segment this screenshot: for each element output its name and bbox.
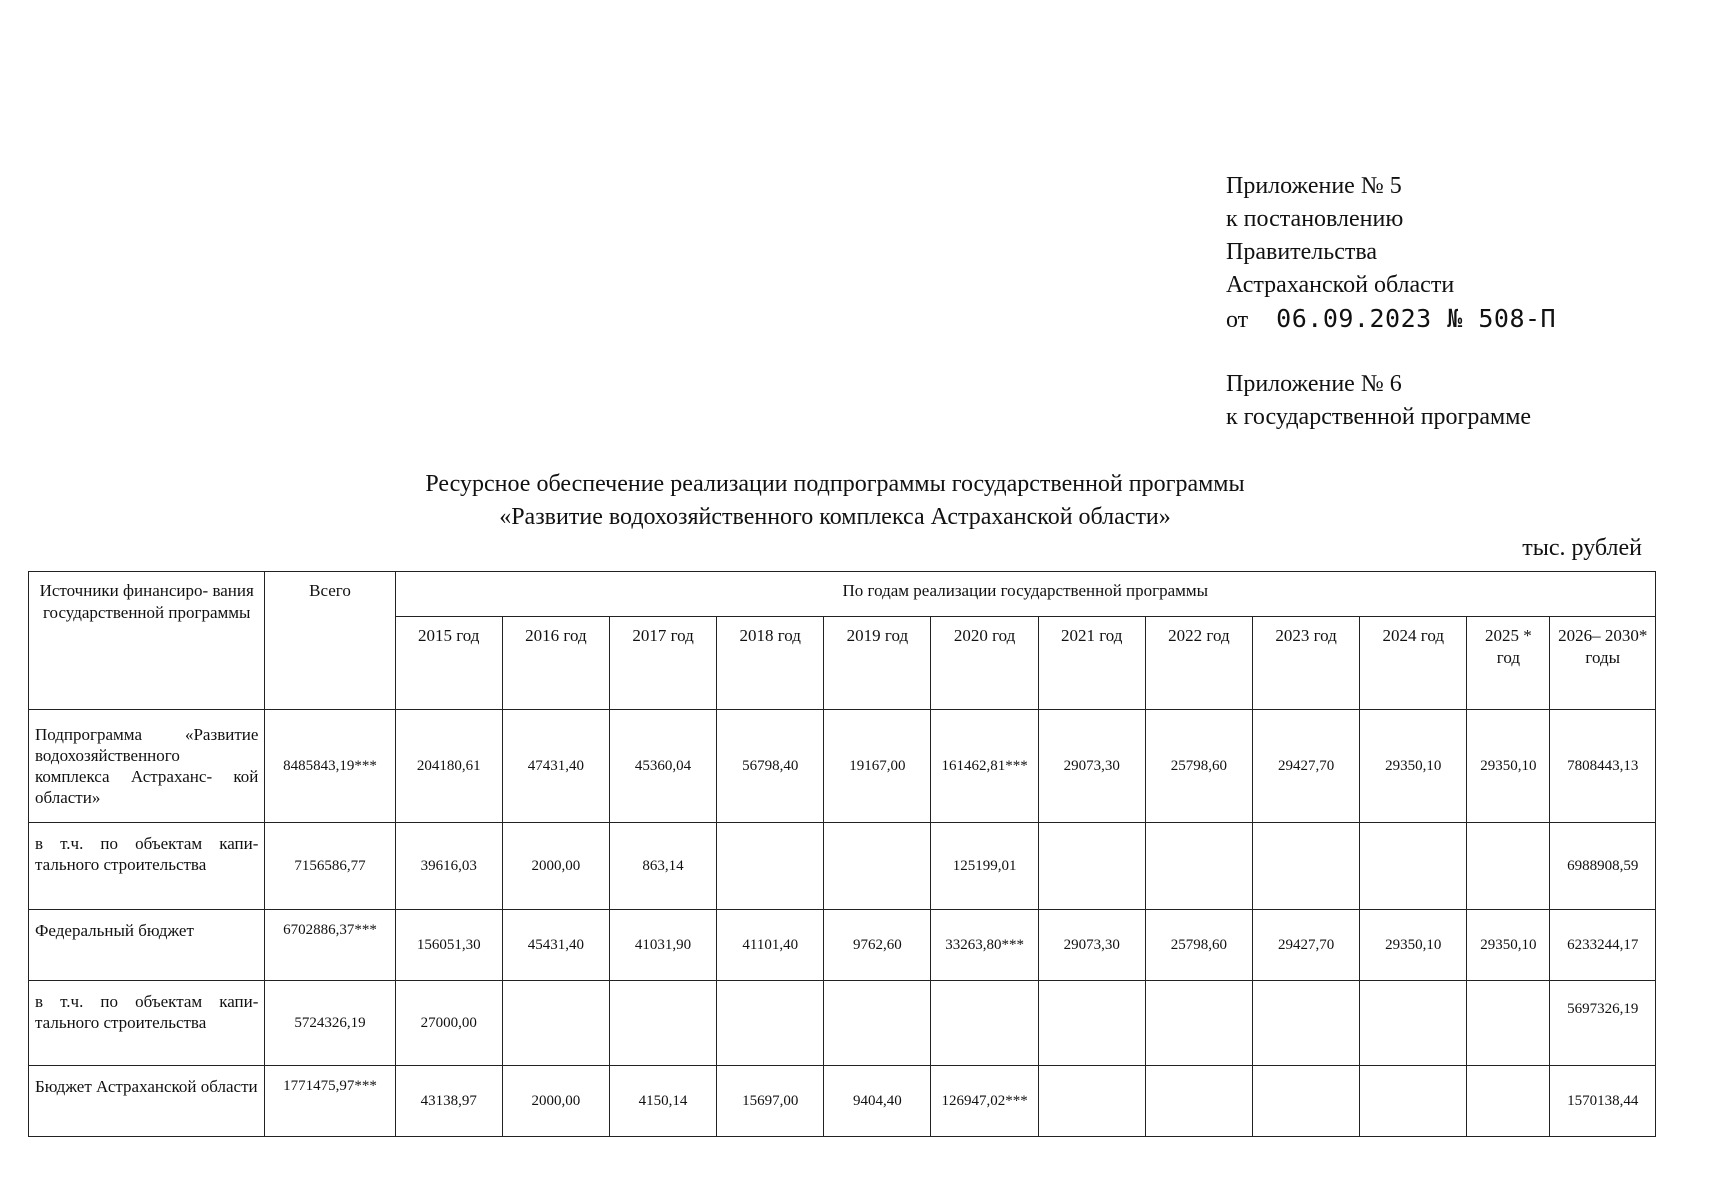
region-label: Астраханской области bbox=[1226, 272, 1455, 298]
header-year: 2017 год bbox=[609, 617, 716, 710]
table-row bbox=[29, 823, 1656, 910]
table-cell: 156051,30 bbox=[395, 910, 502, 981]
table-cell: 29427,70 bbox=[1253, 910, 1360, 981]
table-cell: 29427,70 bbox=[1253, 710, 1360, 823]
table-cell: 29350,10 bbox=[1360, 910, 1467, 981]
header-year: 2015 год bbox=[395, 617, 502, 710]
table-cell bbox=[1360, 981, 1467, 1066]
table-cell: 1570138,44 bbox=[1550, 1066, 1656, 1137]
table-cell: 125199,01 bbox=[931, 823, 1038, 910]
row-label: Подпрограмма «Развитие водохозяйственного комплекса Астраханс- кой области» bbox=[29, 710, 265, 823]
table-cell: 33263,80*** bbox=[931, 910, 1038, 981]
table-cell: 126947,02*** bbox=[931, 1066, 1038, 1137]
table-cell bbox=[1253, 823, 1360, 910]
table-cell: 7808443,13 bbox=[1550, 710, 1656, 823]
appendix-5-label: Приложение № 5 bbox=[1226, 173, 1402, 199]
table-cell: 29350,10 bbox=[1360, 710, 1467, 823]
government-label: Правительства bbox=[1226, 239, 1378, 265]
header-year: 2023 год bbox=[1253, 617, 1360, 710]
row-label: в т.ч. по объектам капи- тального строительства bbox=[29, 823, 265, 910]
table-cell bbox=[1467, 1066, 1550, 1137]
table-cell: 161462,81*** bbox=[931, 710, 1038, 823]
resolution-date-line bbox=[1226, 302, 1556, 337]
table-cell bbox=[1467, 823, 1550, 910]
header-sources: Источники финансиро- вания государственной программы bbox=[29, 572, 265, 710]
table-row bbox=[29, 1066, 1656, 1137]
table-cell bbox=[1253, 981, 1360, 1066]
table-cell bbox=[502, 981, 609, 1066]
unit-label: тыс. рублей bbox=[1522, 535, 1642, 561]
table-cell bbox=[1360, 1066, 1467, 1137]
table-cell bbox=[1467, 981, 1550, 1066]
header-year: 2025 * год bbox=[1467, 617, 1550, 710]
table-cell bbox=[717, 981, 824, 1066]
table-cell: 863,14 bbox=[609, 823, 716, 910]
table-cell: 5697326,19 bbox=[1550, 981, 1656, 1066]
header-year: 2018 год bbox=[717, 617, 824, 710]
table-cell bbox=[1145, 981, 1252, 1066]
table-row bbox=[29, 710, 1656, 823]
table-cell: 47431,40 bbox=[502, 710, 609, 823]
table-cell: 25798,60 bbox=[1145, 910, 1252, 981]
row-label: Федеральный бюджет bbox=[29, 910, 265, 981]
row-total: 1771475,97*** bbox=[265, 1066, 395, 1137]
header-year: 2021 год bbox=[1038, 617, 1145, 710]
table-cell: 9404,40 bbox=[824, 1066, 931, 1137]
to-program-label: к государственной программе bbox=[1226, 404, 1532, 430]
row-total: 6702886,37*** bbox=[265, 910, 395, 981]
table-cell bbox=[1360, 823, 1467, 910]
table-cell bbox=[1038, 981, 1145, 1066]
table-row bbox=[29, 981, 1656, 1066]
table-cell: 6988908,59 bbox=[1550, 823, 1656, 910]
table-cell: 29073,30 bbox=[1038, 710, 1145, 823]
date-prefix: от bbox=[1226, 307, 1249, 333]
table-cell: 6233244,17 bbox=[1550, 910, 1656, 981]
program-appendix-header bbox=[1226, 368, 1531, 434]
table-cell: 4150,14 bbox=[609, 1066, 716, 1137]
title-line-2: «Развитие водохозяйственного комплекса Астраханской области» bbox=[499, 504, 1171, 530]
appendix-header bbox=[1226, 170, 1556, 337]
table-cell: 25798,60 bbox=[1145, 710, 1252, 823]
table-cell: 29073,30 bbox=[1038, 910, 1145, 981]
table-cell bbox=[609, 981, 716, 1066]
table-cell: 45431,40 bbox=[502, 910, 609, 981]
table-cell bbox=[824, 981, 931, 1066]
title-line-1: Ресурсное обеспечение реализации подпрограммы государственной программы bbox=[425, 471, 1245, 497]
resource-table bbox=[28, 571, 1656, 1137]
header-year: 2019 год bbox=[824, 617, 931, 710]
table-cell: 39616,03 bbox=[395, 823, 502, 910]
table-cell: 41031,90 bbox=[609, 910, 716, 981]
table-cell: 2000,00 bbox=[502, 823, 609, 910]
table-cell: 27000,00 bbox=[395, 981, 502, 1066]
appendix-6-label: Приложение № 6 bbox=[1226, 371, 1402, 397]
table-cell bbox=[1145, 823, 1252, 910]
row-total: 5724326,19 bbox=[265, 981, 395, 1066]
table-cell: 29350,10 bbox=[1467, 710, 1550, 823]
resolution-date-stamp: 06.09.2023 № 508-П bbox=[1276, 304, 1557, 333]
document-title bbox=[0, 468, 1670, 534]
table-cell: 56798,40 bbox=[717, 710, 824, 823]
table-cell: 9762,60 bbox=[824, 910, 931, 981]
row-total: 8485843,19*** bbox=[265, 710, 395, 823]
header-total: Всего bbox=[265, 572, 395, 710]
table-row bbox=[29, 910, 1656, 981]
table-cell bbox=[931, 981, 1038, 1066]
header-year: 2026– 2030* годы bbox=[1550, 617, 1656, 710]
header-years-group: По годам реализации государственной программы bbox=[395, 572, 1655, 617]
row-label: Бюджет Астраханской области bbox=[29, 1066, 265, 1137]
row-total: 7156586,77 bbox=[265, 823, 395, 910]
header-year: 2024 год bbox=[1360, 617, 1467, 710]
table-cell bbox=[1145, 1066, 1252, 1137]
header-year: 2022 год bbox=[1145, 617, 1252, 710]
table-cell: 204180,61 bbox=[395, 710, 502, 823]
table-cell bbox=[1253, 1066, 1360, 1137]
table-cell: 2000,00 bbox=[502, 1066, 609, 1137]
table-cell bbox=[1038, 823, 1145, 910]
table-cell: 45360,04 bbox=[609, 710, 716, 823]
table-cell: 19167,00 bbox=[824, 710, 931, 823]
table-cell: 29350,10 bbox=[1467, 910, 1550, 981]
to-resolution-label: к постановлению bbox=[1226, 206, 1404, 232]
table-cell: 15697,00 bbox=[717, 1066, 824, 1137]
table-cell: 43138,97 bbox=[395, 1066, 502, 1137]
table-cell bbox=[824, 823, 931, 910]
row-label: в т.ч. по объектам капи- тального строительства bbox=[29, 981, 265, 1066]
header-year: 2020 год bbox=[931, 617, 1038, 710]
table-cell bbox=[1038, 1066, 1145, 1137]
table-cell bbox=[717, 823, 824, 910]
header-year: 2016 год bbox=[502, 617, 609, 710]
table-cell: 41101,40 bbox=[717, 910, 824, 981]
